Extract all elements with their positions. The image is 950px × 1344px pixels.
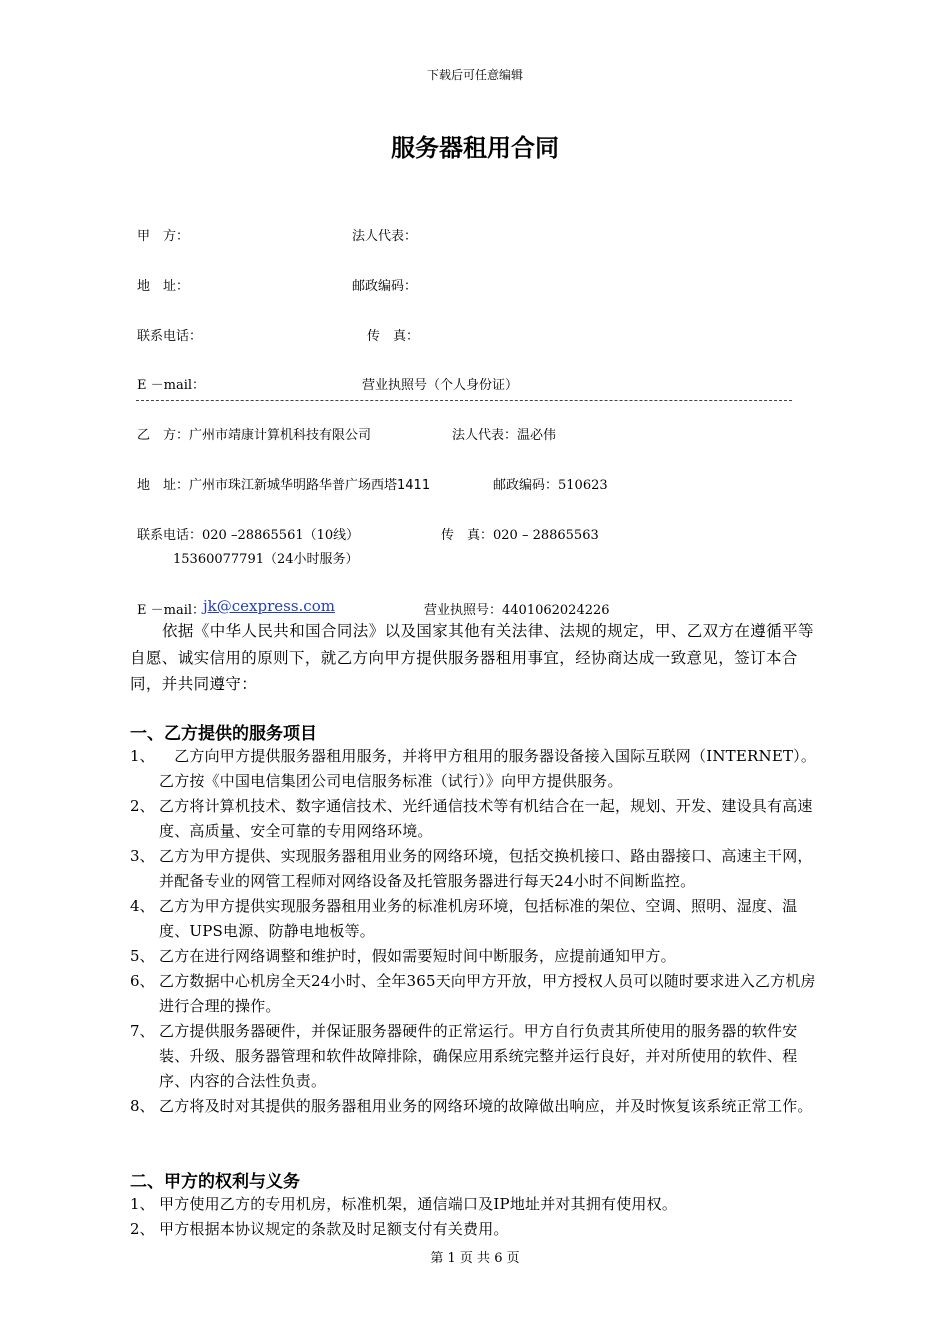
list-item xyxy=(130,844,818,894)
party-b-email-label: E －mail： xyxy=(137,603,206,618)
list-item xyxy=(130,969,818,1019)
party-b-address xyxy=(137,474,430,493)
list-item-number: 8、 xyxy=(130,1097,155,1115)
party-b-phone: 联系电话：020 –28865561（10线） xyxy=(137,528,360,543)
page-footer: 第 1 页 共 6 页 xyxy=(430,1251,520,1266)
list-item-number: 7、 xyxy=(130,1022,155,1040)
section-1-heading: 一、乙方提供的服务项目 xyxy=(130,724,317,744)
party-b-rep: 法人代表：温必伟 xyxy=(452,428,557,443)
party-b-email-link[interactable]: jk@cexpress.com xyxy=(203,597,335,615)
party-a-email-label: E －mail： xyxy=(137,378,206,393)
list-item-text: 乙方将及时对其提供的服务器租用业务的网络环境的故障做出响应，并及时恢复该系统正常工作。 xyxy=(159,1097,813,1115)
list-item xyxy=(130,894,818,944)
party-b-phone-24h: 15360077791（24小时服务） xyxy=(173,552,359,567)
list-item-number: 2、 xyxy=(130,1220,155,1238)
list-item-number: 2、 xyxy=(130,797,155,815)
section-1-list xyxy=(130,744,818,1119)
list-item-text: 乙方向甲方提供服务器租用服务，并将甲方租用的服务器设备接入国际互联网（INTERNET）。乙方按《中国电信集团公司电信服务标准（试行）》向甲方提供服务。 xyxy=(159,747,817,790)
party-b-address-room: 1411 xyxy=(397,478,431,493)
list-item-number: 4、 xyxy=(130,897,155,915)
list-item-number: 1、 xyxy=(130,747,155,765)
party-a-license-label: 营业执照号（个人身份证） xyxy=(362,378,519,393)
section-2-heading: 二、甲方的权利与义务 xyxy=(130,1172,300,1192)
party-b-postcode: 邮政编码：510623 xyxy=(493,478,608,493)
list-item xyxy=(130,1217,818,1242)
party-b-license: 营业执照号：4401062024226 xyxy=(424,603,610,618)
list-item xyxy=(130,794,818,844)
list-item xyxy=(130,1019,818,1094)
party-b-fax: 传 真：020 – 28865563 xyxy=(441,528,599,543)
page-header-note: 下载后可任意编辑 xyxy=(426,68,523,82)
list-item-text: 甲方使用乙方的专用机房，标准机架，通信端口及IP地址并对其拥有使用权。 xyxy=(159,1195,678,1213)
list-item xyxy=(130,1094,818,1119)
document-title: 服务器租用合同 xyxy=(391,134,559,162)
list-item-text: 乙方数据中心机房全天24小时、全年365天向甲方开放，甲方授权人员可以随时要求进入乙方机房进行合理的操作。 xyxy=(159,972,816,1015)
party-a-fax-label: 传 真： xyxy=(367,329,420,344)
list-item-text: 乙方提供服务器硬件，并保证服务器硬件的正常运行。甲方自行负责其所使用的服务器的软件安装、升级、服务器管理和软件故障排除，确保应用系统完整并运行良好，并对所使用的软件、程序、内容的合法性负责。 xyxy=(159,1022,798,1090)
list-item-text: 乙方在进行网络调整和维护时，假如需要短时间中断服务，应提前通知甲方。 xyxy=(159,947,676,965)
party-a-phone-label: 联系电话： xyxy=(137,329,203,344)
list-item-text: 甲方根据本协议规定的条款及时足额支付有关费用。 xyxy=(159,1220,509,1238)
list-item-text: 乙方为甲方提供实现服务器租用业务的标准机房环境，包括标准的架位、空调、照明、湿度、温度、UPS电源、防静电地板等。 xyxy=(159,897,798,940)
intro-paragraph: 依据《中华人民共和国合同法》以及国家其他有关法律、法规的规定，甲、乙双方在遵循平等自愿、诚实信用的原则下，就乙方向甲方提供服务器租用事宜，经协商达成一致意见，签订本合同，并共同遵守： xyxy=(130,622,814,693)
party-b-address-text: 地 址：广州市珠江新城华明路华普广场西塔 xyxy=(137,478,398,493)
party-b-name: 乙 方：广州市靖康计算机科技有限公司 xyxy=(137,428,372,443)
list-item xyxy=(130,944,818,969)
separator-line xyxy=(136,400,792,401)
list-item-number: 3、 xyxy=(130,847,155,865)
list-item-text: 乙方将计算机技术、数字通信技术、光纤通信技术等有机结合在一起，规划、开发、建设具有高速度、高质量、安全可靠的专用网络环境。 xyxy=(159,797,813,840)
party-a-address-label: 地 址： xyxy=(137,279,190,294)
list-item-number: 6、 xyxy=(130,972,155,990)
list-item-number: 5、 xyxy=(130,947,155,965)
section-2-list xyxy=(130,1192,818,1242)
list-item-text: 乙方为甲方提供、实现服务器租用业务的网络环境，包括交换机接口、路由器接口、高速主干网，并配备专业的网管工程师对网络设备及托管服务器进行每天24小时不间断监控。 xyxy=(159,847,813,890)
party-a-postcode-label: 邮政编码： xyxy=(352,279,418,294)
party-a-name-label: 甲 方： xyxy=(137,229,190,244)
list-item xyxy=(130,744,818,794)
list-item-number: 1、 xyxy=(130,1195,155,1213)
list-item xyxy=(130,1192,818,1217)
party-a-rep-label: 法人代表： xyxy=(352,229,418,244)
